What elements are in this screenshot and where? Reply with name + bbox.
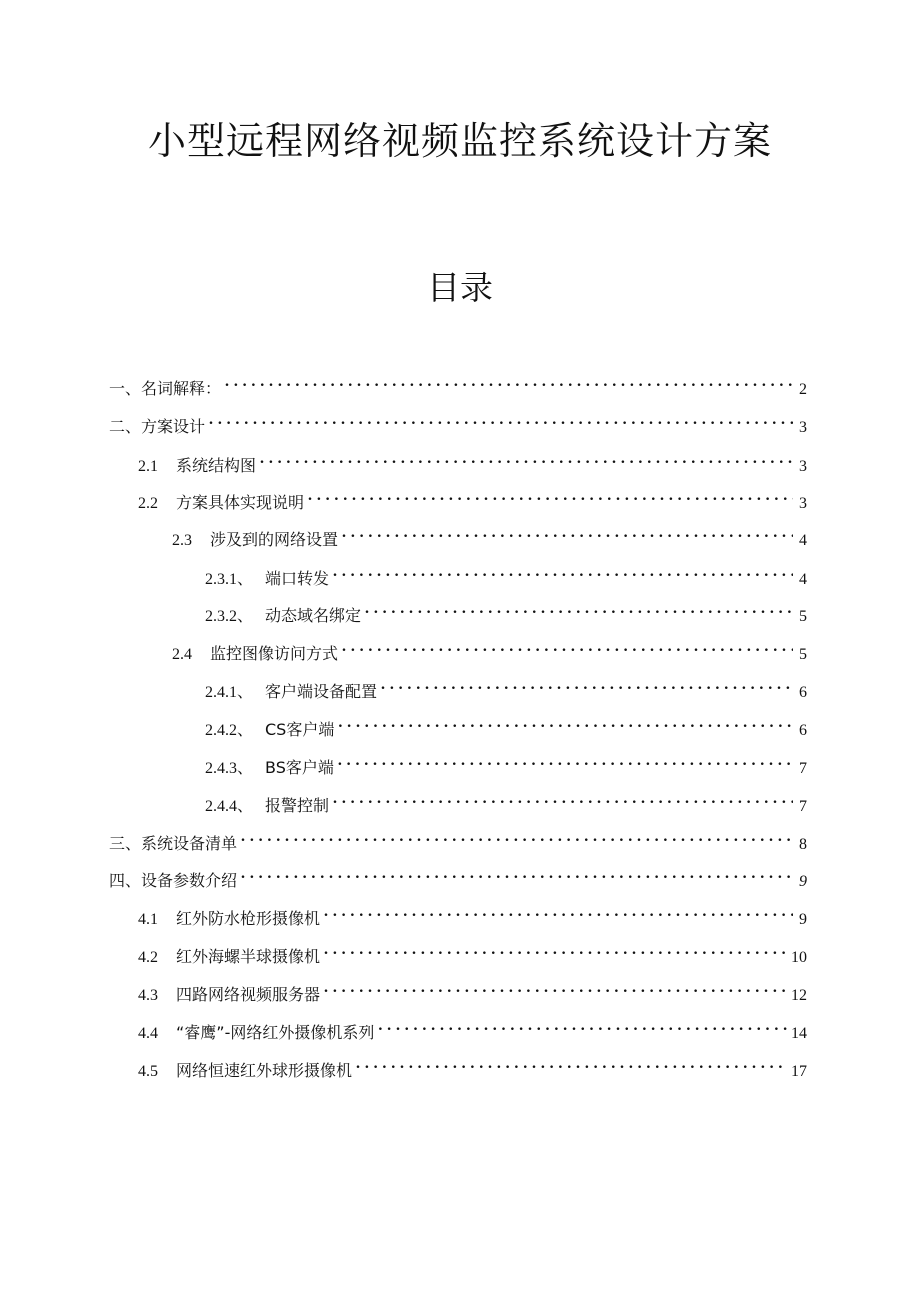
toc-entry-page: 5: [799, 646, 807, 663]
toc-leader-dots: [333, 787, 793, 811]
toc-entry-number: 2.4.2、: [205, 722, 254, 739]
toc-entry-page: 9: [799, 911, 807, 928]
toc-entry-page: 3: [799, 458, 807, 475]
toc-entry[interactable]: [205, 787, 807, 815]
toc-entry[interactable]: [109, 862, 807, 890]
toc-entry-label: 方案具体实现说明: [176, 493, 305, 512]
toc-leader-dots: [324, 900, 793, 924]
toc-entry-page: 9: [799, 873, 807, 890]
toc-leader-dots: [333, 560, 793, 584]
toc-entry-label: BS客户端: [265, 758, 334, 777]
toc-leader-dots: [324, 976, 787, 1000]
toc-leader-dots: [338, 749, 793, 773]
toc-entry-number: 2.4.3、: [205, 760, 254, 777]
toc-entry-page: 14: [791, 1025, 807, 1042]
toc-entry-label: 端口转发: [265, 569, 330, 588]
toc-leader-dots: [365, 597, 793, 621]
toc-leader-dots: [209, 408, 793, 432]
toc-entry-page: 8: [799, 836, 807, 853]
toc-leader-dots: [308, 484, 793, 508]
toc-entry-page: 7: [799, 760, 807, 777]
toc-entry-page: 4: [799, 532, 807, 549]
toc-entry-number: 2.4.1、: [205, 684, 254, 701]
toc-entry[interactable]: [138, 900, 807, 928]
toc-entry[interactable]: [138, 938, 807, 966]
toc-entry-label: 网络恒速红外球形摄像机: [176, 1061, 353, 1080]
toc-entry-page: 12: [791, 987, 807, 1004]
toc-entry-page: 7: [799, 798, 807, 815]
toc-leader-dots: [324, 938, 787, 962]
toc-entry-label: CS客户端: [265, 720, 335, 739]
toc-entry-number: 2.3.2、: [205, 608, 254, 625]
toc-entry-label: 一、名词解释：: [109, 379, 222, 398]
toc-entry-number: 4.4: [138, 1025, 158, 1042]
toc-entry[interactable]: [205, 597, 807, 625]
toc-entry-label: 四、设备参数介绍: [109, 871, 238, 890]
toc-entry-number: 2.3.1、: [205, 571, 254, 588]
toc-leader-dots: [342, 635, 793, 659]
toc-entry-label: 红外防水枪形摄像机: [176, 909, 321, 928]
toc-entry-page: 2: [799, 381, 807, 398]
toc-entry[interactable]: [109, 825, 807, 853]
toc-entry-page: 17: [791, 1063, 807, 1080]
toc-leader-dots: [241, 825, 793, 849]
toc-entry-page: 6: [799, 722, 807, 739]
toc-entry-label: 三、系统设备清单: [109, 834, 238, 853]
toc-entry-label: 动态域名绑定: [265, 606, 362, 625]
toc-entry-label: 报警控制: [265, 796, 330, 815]
toc-entry-label: 监控图像访问方式: [210, 644, 339, 663]
toc-entry-number: 2.2: [138, 495, 158, 512]
toc-entry[interactable]: [172, 635, 807, 663]
toc-heading: 目录: [427, 268, 493, 307]
toc-entry[interactable]: [109, 370, 807, 398]
toc-leader-dots: [378, 1014, 787, 1038]
toc-entry-number: 4.3: [138, 987, 158, 1004]
toc-entry-label: “睿鹰”-网络红外摄像机系列: [176, 1023, 375, 1042]
toc-entry[interactable]: [109, 408, 807, 436]
toc-leader-dots: [225, 370, 793, 394]
toc-leader-dots: [241, 862, 793, 886]
toc-entry-number: 2.4: [172, 646, 192, 663]
toc-entry[interactable]: [138, 1052, 807, 1080]
toc-entry[interactable]: [138, 447, 807, 475]
toc-entry-page: 4: [799, 571, 807, 588]
toc-entry[interactable]: [138, 484, 807, 512]
toc-entry[interactable]: [138, 976, 807, 1004]
toc-entry-number: 4.1: [138, 911, 158, 928]
toc-entry[interactable]: [138, 1014, 807, 1042]
toc-entry[interactable]: [172, 521, 807, 549]
toc-entry-page: 6: [799, 684, 807, 701]
toc-leader-dots: [342, 521, 793, 545]
toc-entry-label: 四路网络视频服务器: [176, 985, 321, 1004]
toc-leader-dots: [381, 673, 793, 697]
toc-entry-label: 红外海螺半球摄像机: [176, 947, 321, 966]
toc-entry-page: 3: [799, 419, 807, 436]
toc-entry-number: 4.2: [138, 949, 158, 966]
toc-entry[interactable]: [205, 711, 807, 739]
toc-entry-page: 10: [791, 949, 807, 966]
toc-entry-page: 3: [799, 495, 807, 512]
toc-leader-dots: [356, 1052, 787, 1076]
toc-entry-number: 2.1: [138, 458, 158, 475]
toc-entry-page: 5: [799, 608, 807, 625]
toc-entry-label: 客户端设备配置: [265, 682, 378, 701]
toc-entry[interactable]: [205, 749, 807, 777]
toc-leader-dots: [260, 447, 793, 471]
toc-entry-label: 涉及到的网络设置: [210, 530, 339, 549]
toc-entry-number: 4.5: [138, 1063, 158, 1080]
document-title: 小型远程网络视频监控系统设计方案: [147, 119, 772, 163]
toc-entry-label: 二、方案设计: [109, 417, 206, 436]
toc-entry-number: 2.3: [172, 532, 192, 549]
toc-entry[interactable]: [205, 673, 807, 701]
toc-entry-number: 2.4.4、: [205, 798, 254, 815]
toc-leader-dots: [338, 711, 793, 735]
toc-entry-label: 系统结构图: [176, 456, 257, 475]
toc-entry[interactable]: [205, 560, 807, 588]
